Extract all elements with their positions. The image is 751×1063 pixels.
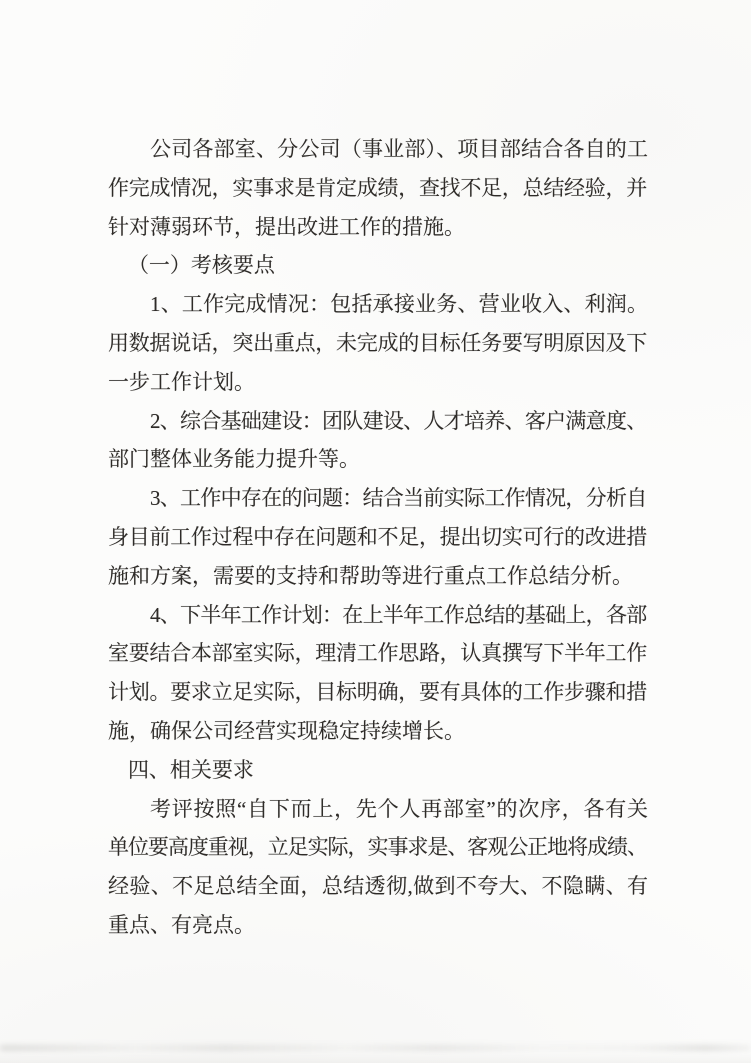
scan-smudge-artifact	[0, 1045, 751, 1051]
text-line: 经验、不足总结全面，总结透彻,做到不夸大、不隐瞒、有	[108, 874, 648, 899]
text-line: 计划。要求立足实际，目标明确，要有具体的工作步骤和措	[108, 680, 647, 705]
text-line: 4、下半年工作计划：在上半年工作总结的基础上，各部	[150, 602, 647, 627]
text-line: 单位要高度重视，立足实际，实事求是、客观公正地将成绩、	[108, 835, 647, 860]
paragraph	[108, 402, 648, 480]
paragraph	[108, 285, 648, 401]
text-line: （一）考核要点	[127, 253, 275, 278]
text-line: 针对薄弱环节，提出改进工作的措施。	[108, 214, 465, 239]
text-line: 2、综合基础建设：团队建设、人才培养、客户满意度、	[150, 408, 647, 433]
text-line: 室要结合本部室实际，理清工作思路，认真撰写下半年工作	[108, 641, 647, 666]
text-line: 3、工作中存在的问题：结合当前实际工作情况，分析自	[150, 486, 647, 511]
text-line: 用数据说话，突出重点，未完成的目标任务要写明原因及下	[108, 330, 647, 355]
text-line: 考评按照“自下而上，先个人再部室”的次序，各有关	[150, 796, 648, 821]
text-line: 一步工作计划。	[108, 369, 255, 394]
text-line: 作完成情况，实事求是肯定成绩，查找不足，总结经验，并	[108, 175, 647, 200]
paragraph	[108, 790, 648, 945]
text-line: 施，确保公司经营实现稳定持续增长。	[108, 718, 465, 743]
section-heading	[108, 246, 648, 285]
paragraph	[108, 596, 648, 751]
scan-edge-shadow	[0, 1053, 751, 1063]
section-heading	[108, 751, 648, 790]
text-line: 1、工作完成情况：包括承接业务、营业收入、利润。	[150, 292, 648, 317]
text-line: 部门整体业务能力提升等。	[108, 447, 360, 472]
paragraph	[108, 479, 648, 595]
text-line: 公司各部室、分公司（事业部）、项目部结合各自的工	[150, 137, 648, 161]
text-line: 四、相关要求	[127, 757, 254, 782]
paragraph	[108, 130, 648, 246]
text-line: 重点、有亮点。	[108, 912, 255, 937]
text-line: 身目前工作过程中存在问题和不足，提出切实可行的改进措	[108, 524, 647, 549]
text-line: 施和方案，需要的支持和帮助等进行重点工作总结分析。	[108, 563, 633, 588]
text-block	[108, 130, 648, 945]
